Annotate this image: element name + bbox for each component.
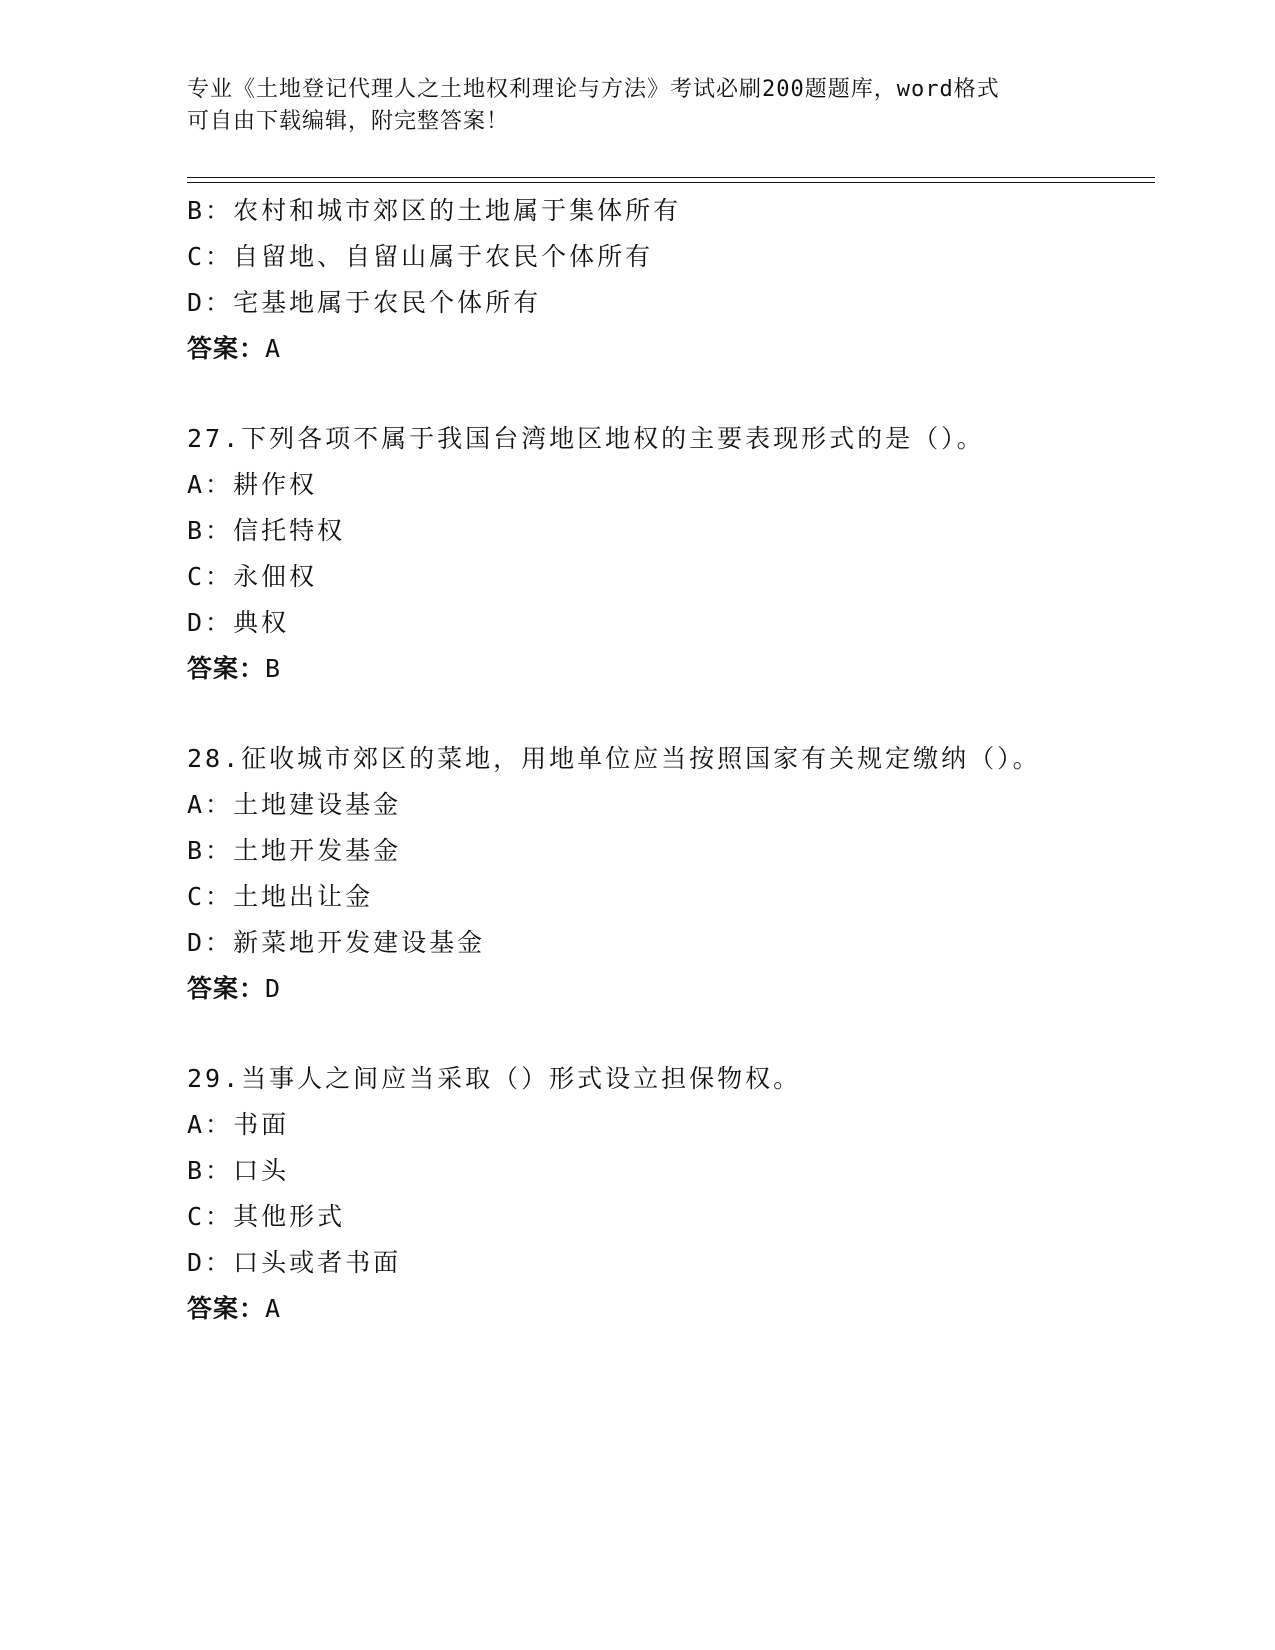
option-a — [187, 462, 1155, 508]
spacer — [187, 692, 1155, 736]
option-a — [187, 782, 1155, 828]
option-a — [187, 1102, 1155, 1148]
answer-line — [187, 1286, 1155, 1332]
question-28 — [187, 736, 1155, 1012]
answer-line — [187, 966, 1155, 1012]
option-key: C： — [187, 562, 234, 591]
question-stem: 27.下列各项不属于我国台湾地区地权的主要表现形式的是（）。 — [187, 424, 985, 453]
spacer — [187, 372, 1155, 416]
answer-label: 答案： — [187, 1294, 266, 1323]
option-text: 土地开发基金 — [233, 836, 402, 865]
option-key: D： — [187, 288, 234, 317]
option-c — [187, 874, 1155, 920]
answer-value: B — [265, 654, 282, 683]
answer-value: D — [265, 974, 282, 1003]
option-key: B： — [187, 516, 234, 545]
option-c — [187, 1194, 1155, 1240]
option-key: D： — [187, 608, 234, 637]
question-list — [187, 188, 1155, 1332]
answer-value: A — [265, 1294, 282, 1323]
answer-label: 答案： — [187, 974, 266, 1003]
option-key: B： — [187, 1156, 234, 1185]
option-b — [187, 1148, 1155, 1194]
option-key: A： — [187, 1110, 234, 1139]
option-text: 永佃权 — [233, 562, 318, 591]
spacer — [187, 1012, 1155, 1056]
option-text: 宅基地属于农民个体所有 — [233, 288, 542, 317]
answer-value: A — [265, 334, 282, 363]
answer-label: 答案： — [187, 654, 266, 683]
answer-label: 答案： — [187, 334, 266, 363]
option-b — [187, 188, 1155, 234]
header-divider-top — [187, 177, 1155, 178]
option-c — [187, 234, 1155, 280]
option-d — [187, 1240, 1155, 1286]
option-text: 口头或者书面 — [233, 1248, 402, 1277]
answer-line — [187, 646, 1155, 692]
header-line-2: 可自由下载编辑，附完整答案！ — [187, 109, 510, 134]
header-line-1: 专业《土地登记代理人之土地权利理论与方法》考试必刷200题题库，word格式 — [187, 77, 1000, 102]
option-text: 土地出让金 — [233, 882, 374, 911]
option-key: C： — [187, 882, 234, 911]
option-text: 书面 — [233, 1110, 290, 1139]
option-key: C： — [187, 1202, 234, 1231]
question-stem: 28.征收城市郊区的菜地，用地单位应当按照国家有关规定缴纳（）。 — [187, 744, 1041, 773]
option-text: 农村和城市郊区的土地属于集体所有 — [233, 196, 682, 225]
question-26-partial — [187, 188, 1155, 372]
option-key: B： — [187, 836, 234, 865]
option-text: 自留地、自留山属于农民个体所有 — [233, 242, 654, 271]
option-key: A： — [187, 470, 234, 499]
option-d — [187, 280, 1155, 326]
option-text: 其他形式 — [233, 1202, 346, 1231]
option-key: D： — [187, 1248, 234, 1277]
option-key: D： — [187, 928, 234, 957]
option-text: 土地建设基金 — [233, 790, 402, 819]
option-text: 口头 — [233, 1156, 290, 1185]
option-d — [187, 920, 1155, 966]
option-key: C： — [187, 242, 234, 271]
option-text: 信托特权 — [233, 516, 346, 545]
option-b — [187, 508, 1155, 554]
option-d — [187, 600, 1155, 646]
option-text: 新菜地开发建设基金 — [233, 928, 486, 957]
option-text: 典权 — [233, 608, 290, 637]
question-27 — [187, 416, 1155, 692]
answer-line — [187, 326, 1155, 372]
question-29 — [187, 1056, 1155, 1332]
option-text: 耕作权 — [233, 470, 318, 499]
option-b — [187, 828, 1155, 874]
document-header — [187, 74, 1067, 138]
option-key: A： — [187, 790, 234, 819]
header-divider-bottom — [187, 182, 1155, 183]
option-key: B： — [187, 196, 234, 225]
question-stem: 29.当事人之间应当采取（）形式设立担保物权。 — [187, 1064, 802, 1093]
option-c — [187, 554, 1155, 600]
